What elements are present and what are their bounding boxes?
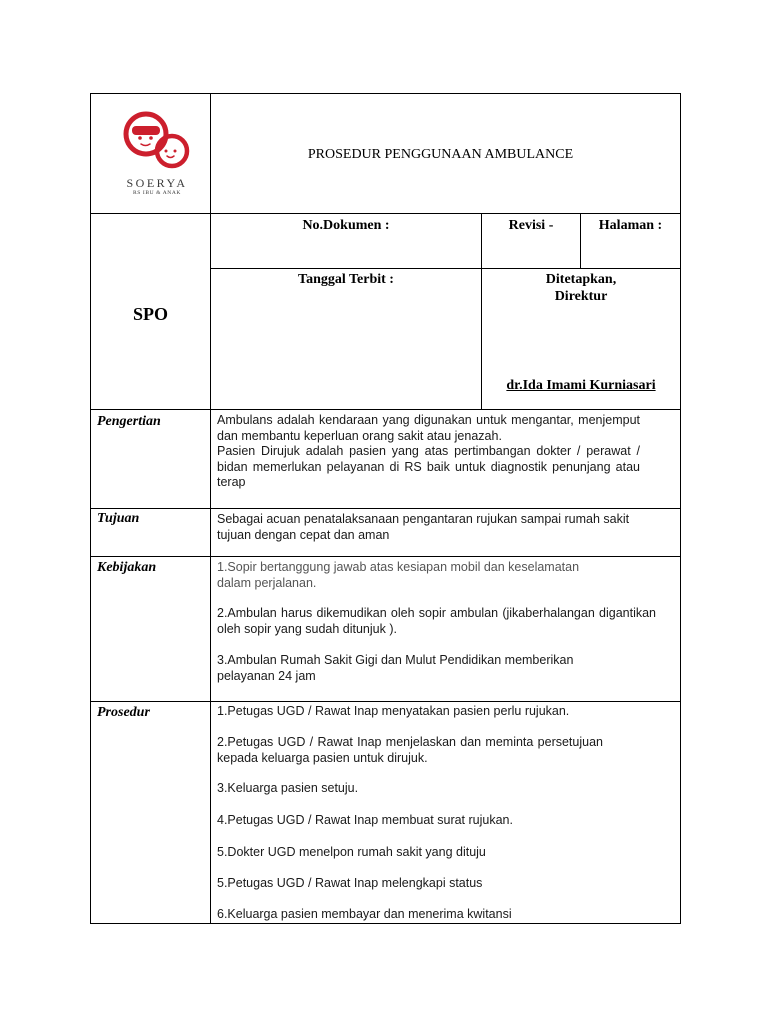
pengertian-label: Pengertian [97, 414, 161, 429]
hospital-logo [114, 104, 200, 204]
pengertian-definition-ambulans: Ambulans adalah kendaraan yang digunakan untuk mengantar, menjemput dan membantu keperluan orang sakit atau jenazah. [217, 413, 640, 443]
tanggal-terbit-label: Tanggal Terbit : [298, 272, 394, 287]
kebijakan-item-3: 3.Ambulan Rumah Sakit Gigi dan Mulut Pendidikan memberikan pelayanan 24 jam [217, 653, 574, 683]
kebijakan-item-2: 2.Ambulan harus dikemudikan oleh sopir ambulan (jikaberhalangan digantikan oleh sopir yang sudah ditunjuk ). [217, 606, 656, 636]
prosedur-item-5: 5.Dokter UGD menelpon rumah sakit yang dituju [217, 845, 486, 859]
tujuan-row-top [90, 508, 681, 509]
prosedur-label: Prosedur [97, 705, 150, 720]
pengertian-row-top [90, 409, 681, 410]
tujuan-label: Tujuan [97, 511, 140, 526]
kebijakan-row-top [90, 556, 681, 557]
header-row-divider [90, 213, 681, 214]
docinfo-row-divider [210, 268, 681, 269]
document-type-label: SPO [132, 304, 168, 324]
pengertian-definition-pasien-dirujuk: Pasien Dirujuk adalah pasien yang atas pertimbangan dokter / perawat / bidan memerlukan pelayanan di RS baik untuk diagnostik penunjang atau terap [217, 444, 640, 489]
two-faces-logo-icon [114, 104, 200, 176]
prosedur-item-6: 5.Petugas UGD / Rawat Inap melengkapi status [217, 876, 483, 890]
signatory-name: dr.Ida Imami Kurniasari [506, 378, 656, 393]
halaman-label: Halaman : [598, 218, 663, 233]
tujuan-text: Sebagai acuan penatalaksanaan pengantaran rujukan sampai rumah sakit tujuan dengan cepat dan aman [217, 512, 630, 542]
logo-brand-name: SOERYA [126, 176, 188, 190]
ditetapkan-label: Ditetapkan, [545, 272, 617, 287]
table-border-bottom [90, 923, 681, 924]
no-dokumen-label: No.Dokumen : [302, 218, 390, 233]
revisi-label: Revisi - [508, 218, 554, 233]
table-border-left [90, 93, 91, 924]
kebijakan-label: Kebijakan [97, 560, 157, 575]
prosedur-item-7: 6.Keluarga pasien membayar dan menerima kwitansi [217, 907, 512, 921]
logo-subtitle: RS IBU & ANAK [133, 190, 181, 196]
prosedur-item-4: 4.Petugas UGD / Rawat Inap membuat surat rujukan. [217, 813, 513, 827]
direktur-label: Direktur [554, 289, 608, 304]
kebijakan-item-1: 1.Sopir bertanggung jawab atas kesiapan mobil dan keselamatan dalam perjalanan. [217, 560, 580, 590]
document-title: PROSEDUR PENGGUNAAN AMBULANCE [307, 147, 574, 162]
prosedur-item-2: 2.Petugas UGD / Rawat Inap menjelaskan dan meminta persetujuan kepada keluarga pasien untuk dirujuk. [217, 735, 603, 765]
table-border-top [90, 93, 681, 94]
prosedur-row-top [90, 701, 681, 702]
table-border-right [680, 93, 681, 924]
prosedur-item-3: 3.Keluarga pasien setuju. [217, 781, 359, 795]
prosedur-item-1: 1.Petugas UGD / Rawat Inap menyatakan pasien perlu rujukan. [217, 704, 570, 718]
